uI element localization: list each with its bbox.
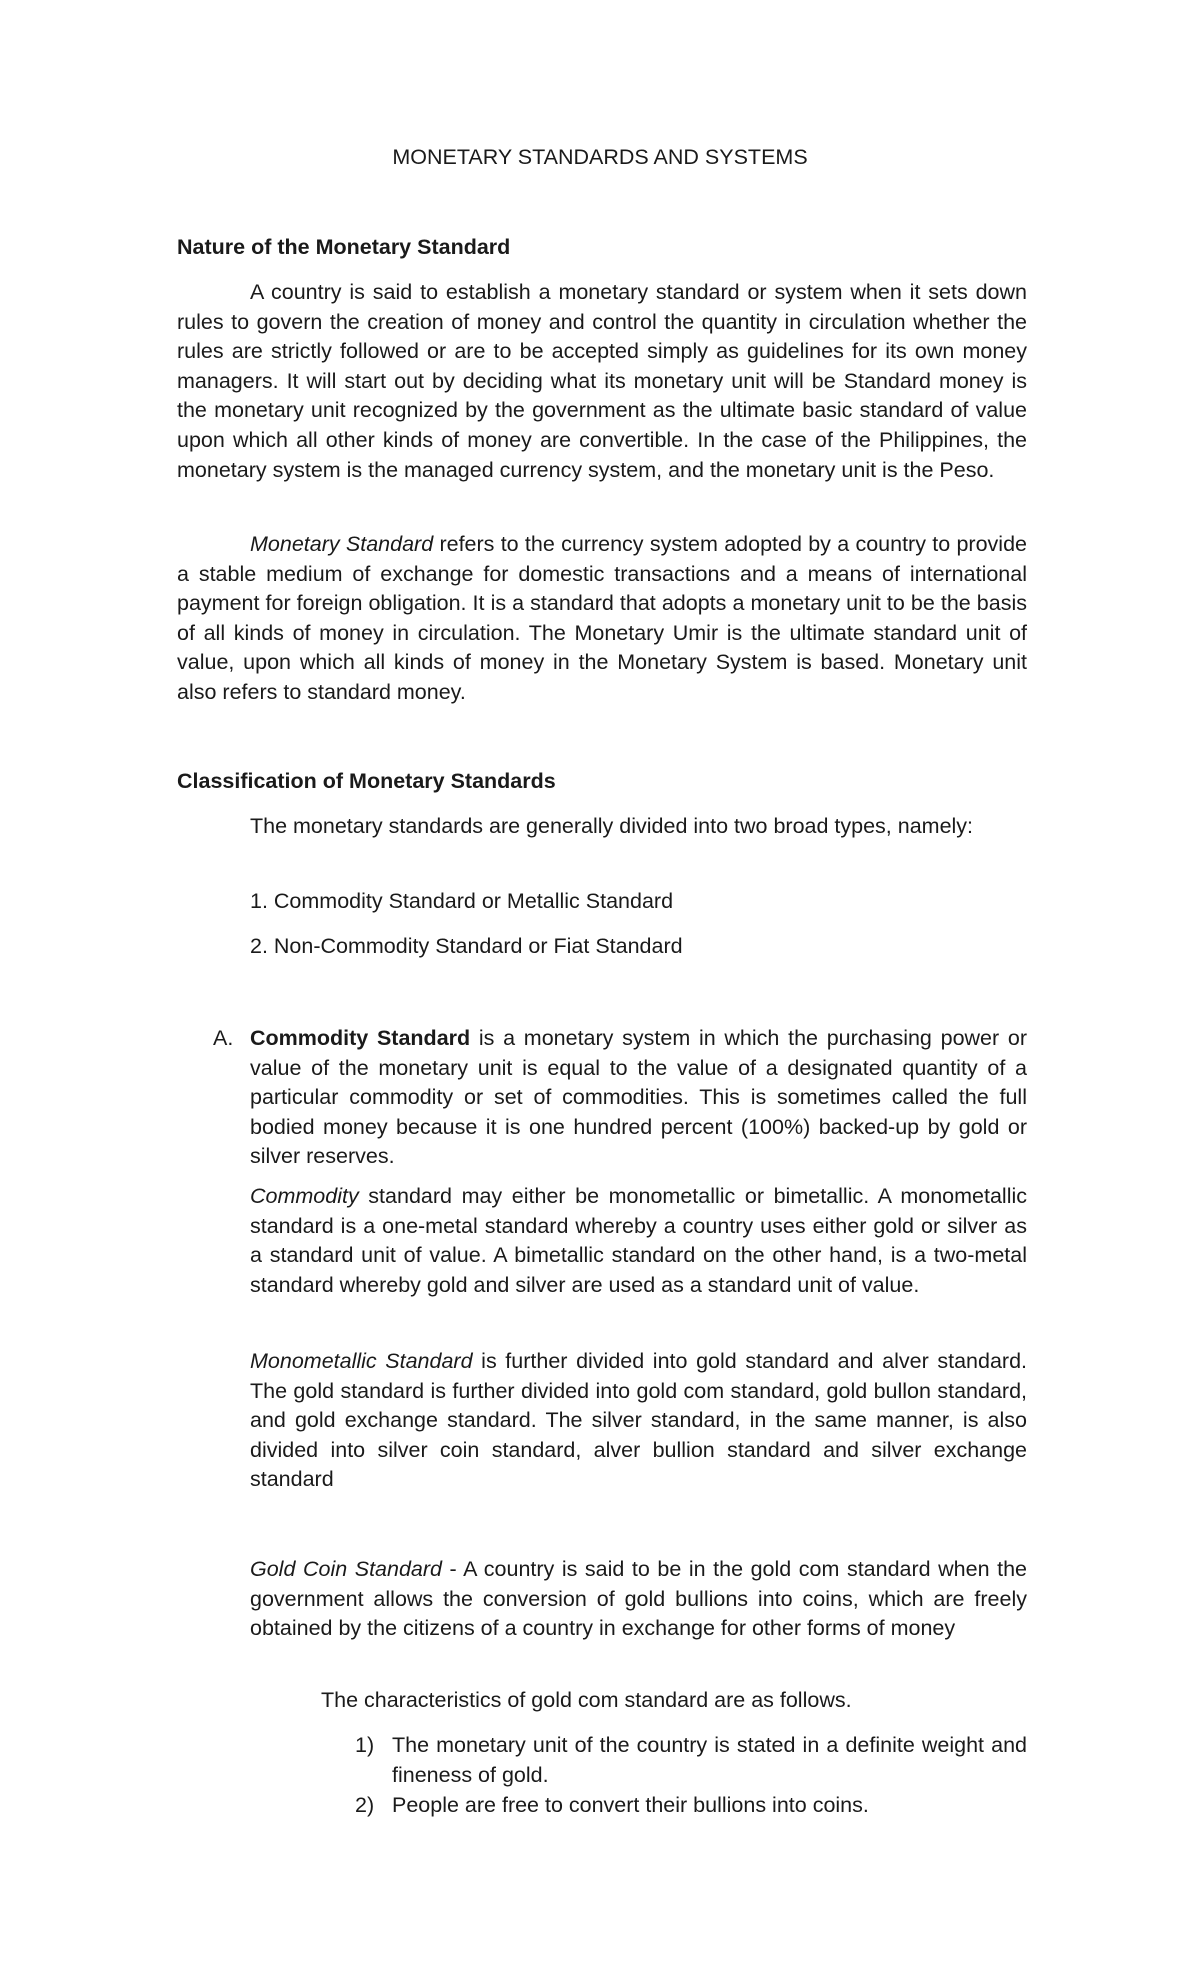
paragraph-commodity-standard-text: is a monetary system in which the purchasing power or value of the monetary unit is equal to the value of a designated quantity of a particular commodity or set of commodities. This is sometimes called the full bodied money because it is one hundred percent (100%) backed-up by gold or silver reserves. (250, 1026, 1028, 1169)
paragraph-commodity-types (250, 1182, 1027, 1300)
page-title: MONETARY STANDARDS AND SYSTEMS (392, 145, 808, 169)
section-heading-classification: Classification of Monetary Standards (177, 769, 556, 793)
paragraph-monetary-standard (177, 530, 1027, 708)
paragraph-gold-coin (250, 1555, 1027, 1644)
term-gold-coin-standard: Gold Coin Standard (250, 1557, 442, 1581)
paragraph-gold-coin-text: - A country is said to be in the gold com standard when the government allows the conversion of gold bullions into coins, which are freely obtained by the citizens of a country in exchange for other forms of money (250, 1557, 1027, 1641)
paragraph-monometallic (250, 1347, 1027, 1495)
characteristic-number-1: 1) (355, 1733, 375, 1757)
term-commodity-standard: Commodity Standard (250, 1026, 471, 1050)
term-monetary-standard: Monetary Standard (250, 532, 434, 556)
list-item-non-commodity: 2. Non-Commodity Standard or Fiat Standard (250, 934, 683, 958)
characteristics-intro: The characteristics of gold com standard are as follows. (321, 1688, 852, 1712)
list-item-commodity: 1. Commodity Standard or Metallic Standard (250, 889, 674, 913)
paragraph-nature: A country is said to establish a monetary standard or system when it sets down rules to govern the creation of money and control the quantity in circulation whether the rules are strictly followed or are to be accepted simply as guidelines for its own money managers. It will start out by deciding what its monetary unit will be Standard money is the monetary unit recognized by the government as the ultimate basic standard of value upon which all other kinds of money are convertible. In the case of the Philippines, the monetary system is the managed currency system, and the monetary unit is the Peso. (177, 280, 1027, 482)
paragraph-commodity-standard (250, 1024, 1027, 1172)
section-letter-a: A. (213, 1026, 234, 1050)
section-heading-nature: Nature of the Monetary Standard (177, 235, 511, 259)
paragraph-commodity-types-text: standard may either be monometallic or bimetallic. A monometallic standard is a one-metal standard whereby a country uses either gold or silver as a standard unit of value. A bimetallic standard on the other hand, is a two-metal standard whereby gold and silver are used as a standard unit of value. (250, 1184, 1027, 1297)
term-monometallic-standard: Monometallic Standard (250, 1349, 473, 1373)
paragraph-monetary-standard-text: refers to the currency system adopted by a country to provide a stable medium of exchange for domestic transactions and a means of international payment for foreign obligation. It is a standard that adopts a monetary unit to be the basis of all kinds of money in circulation. The Monetary Umir is the ultimate standard unit of value, upon which all kinds of money in the Monetary System is based. Monetary unit also refers to standard money. (177, 532, 1027, 704)
term-commodity: Commodity (250, 1184, 359, 1208)
paragraph-monometallic-text: is further divided into gold standard and alver standard. The gold standard is further divided into gold com standard, gold bullon standard, and gold exchange standard. The silver standard, in the same manner, is also divided into silver coin standard, alver bullion standard and silver exchange standard (250, 1349, 1027, 1492)
characteristic-item-2: People are free to convert their bullions into coins. (392, 1793, 869, 1817)
characteristic-number-2: 2) (355, 1793, 375, 1817)
paragraph-classification-intro: The monetary standards are generally divided into two broad types, namely: (250, 814, 974, 838)
characteristic-item-1: The monetary unit of the country is stated in a definite weight and fineness of gold. (392, 1733, 1027, 1787)
